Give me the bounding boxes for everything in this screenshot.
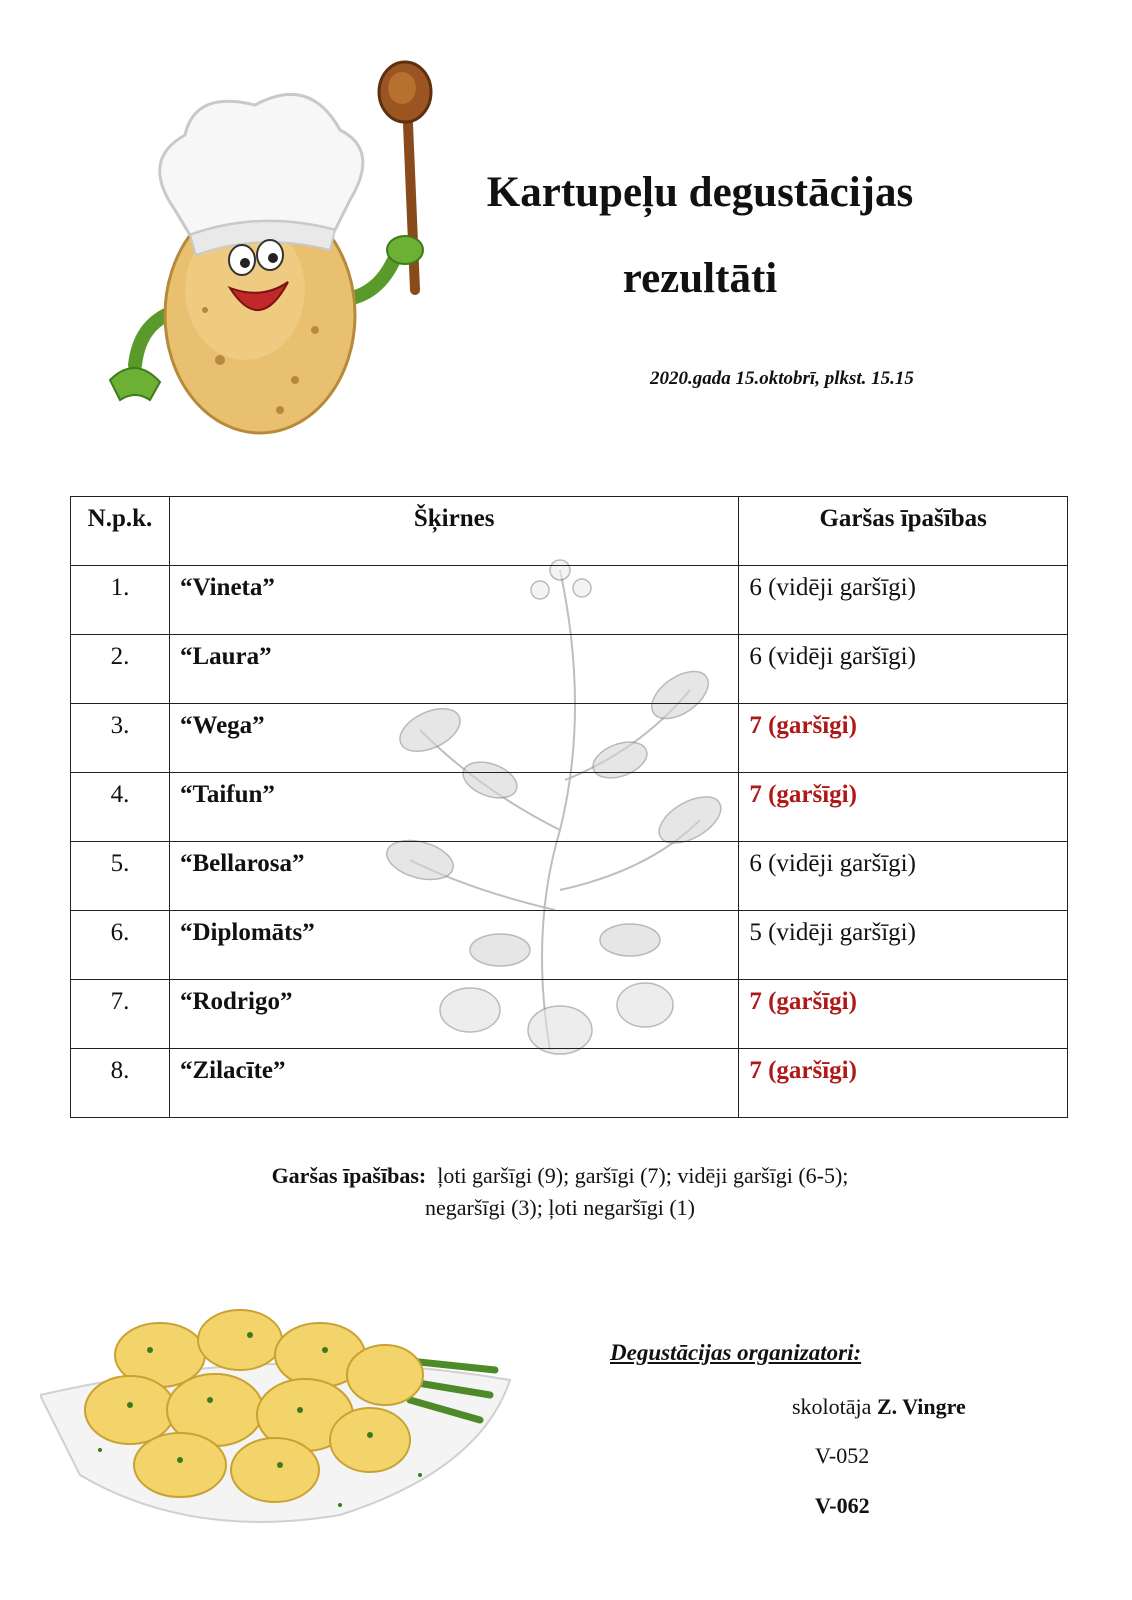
table-row bbox=[71, 635, 1068, 704]
taste-legend bbox=[130, 1160, 990, 1224]
row-number: 8. bbox=[71, 1049, 170, 1118]
table-row bbox=[71, 773, 1068, 842]
row-taste: 7 (garšīgi) bbox=[739, 1049, 1068, 1118]
organizer-group-2 bbox=[815, 1493, 870, 1519]
row-number: 3. bbox=[71, 704, 170, 773]
row-variety: “Vineta” bbox=[169, 566, 738, 635]
row-variety: “Diplomāts” bbox=[169, 911, 738, 980]
results-table bbox=[70, 496, 1068, 1118]
row-taste: 6 (vidēji garšīgi) bbox=[739, 842, 1068, 911]
organizer-group-1 bbox=[815, 1443, 869, 1469]
table-row bbox=[71, 566, 1068, 635]
row-number: 4. bbox=[71, 773, 170, 842]
organizer-teacher bbox=[792, 1394, 966, 1420]
title-line-2: rezultāti bbox=[622, 255, 778, 302]
header-taste: Garšas īpašības bbox=[739, 497, 1068, 566]
row-taste: 7 (garšīgi) bbox=[739, 704, 1068, 773]
header-number: N.p.k. bbox=[71, 497, 170, 566]
header-variety: Šķirnes bbox=[169, 497, 738, 566]
legend-line-1 bbox=[130, 1160, 990, 1192]
table-row bbox=[71, 704, 1068, 773]
title-line-1: Kartupeļu degustācijas bbox=[486, 169, 914, 216]
row-variety: “Bellarosa” bbox=[169, 842, 738, 911]
legend-scale-1: ļoti garšīgi (9); garšīgi (7); vidēji garšīgi (6-5); bbox=[437, 1163, 849, 1188]
legend-line-2: negaršīgi (3); ļoti negaršīgi (1) bbox=[424, 1195, 696, 1220]
row-variety: “Laura” bbox=[169, 635, 738, 704]
row-taste: 6 (vidēji garšīgi) bbox=[739, 566, 1068, 635]
page-title bbox=[430, 150, 970, 322]
organizers-heading: Degustācijas organizatori: bbox=[610, 1340, 862, 1365]
group-1-label: V-052 bbox=[815, 1443, 870, 1468]
row-variety: “Taifun” bbox=[169, 773, 738, 842]
row-number: 7. bbox=[71, 980, 170, 1049]
row-variety: “Zilacīte” bbox=[169, 1049, 738, 1118]
legend-label: Garšas īpašības: bbox=[271, 1163, 427, 1188]
table-row bbox=[71, 980, 1068, 1049]
row-taste: 6 (vidēji garšīgi) bbox=[739, 635, 1068, 704]
row-taste: 7 (garšīgi) bbox=[739, 773, 1068, 842]
row-number: 2. bbox=[71, 635, 170, 704]
row-variety: “Wega” bbox=[169, 704, 738, 773]
event-date: 2020.gada 15.oktobrī, plkst. 15.15 bbox=[650, 368, 914, 389]
row-number: 1. bbox=[71, 566, 170, 635]
chef-potato-illustration bbox=[80, 60, 450, 440]
row-taste: 7 (garšīgi) bbox=[739, 980, 1068, 1049]
teacher-prefix: skolotāja bbox=[792, 1394, 872, 1419]
table-row bbox=[71, 911, 1068, 980]
table-row bbox=[71, 1049, 1068, 1118]
table-row bbox=[71, 842, 1068, 911]
teacher-name: Z. Vingre bbox=[876, 1394, 966, 1419]
boiled-potatoes-plate-illustration bbox=[40, 1300, 520, 1540]
row-number: 5. bbox=[71, 842, 170, 911]
group-2-label: V-062 bbox=[815, 1493, 870, 1518]
row-variety: “Rodrigo” bbox=[169, 980, 738, 1049]
row-number: 6. bbox=[71, 911, 170, 980]
row-taste: 5 (vidēji garšīgi) bbox=[739, 911, 1068, 980]
table-header-row bbox=[71, 497, 1068, 566]
